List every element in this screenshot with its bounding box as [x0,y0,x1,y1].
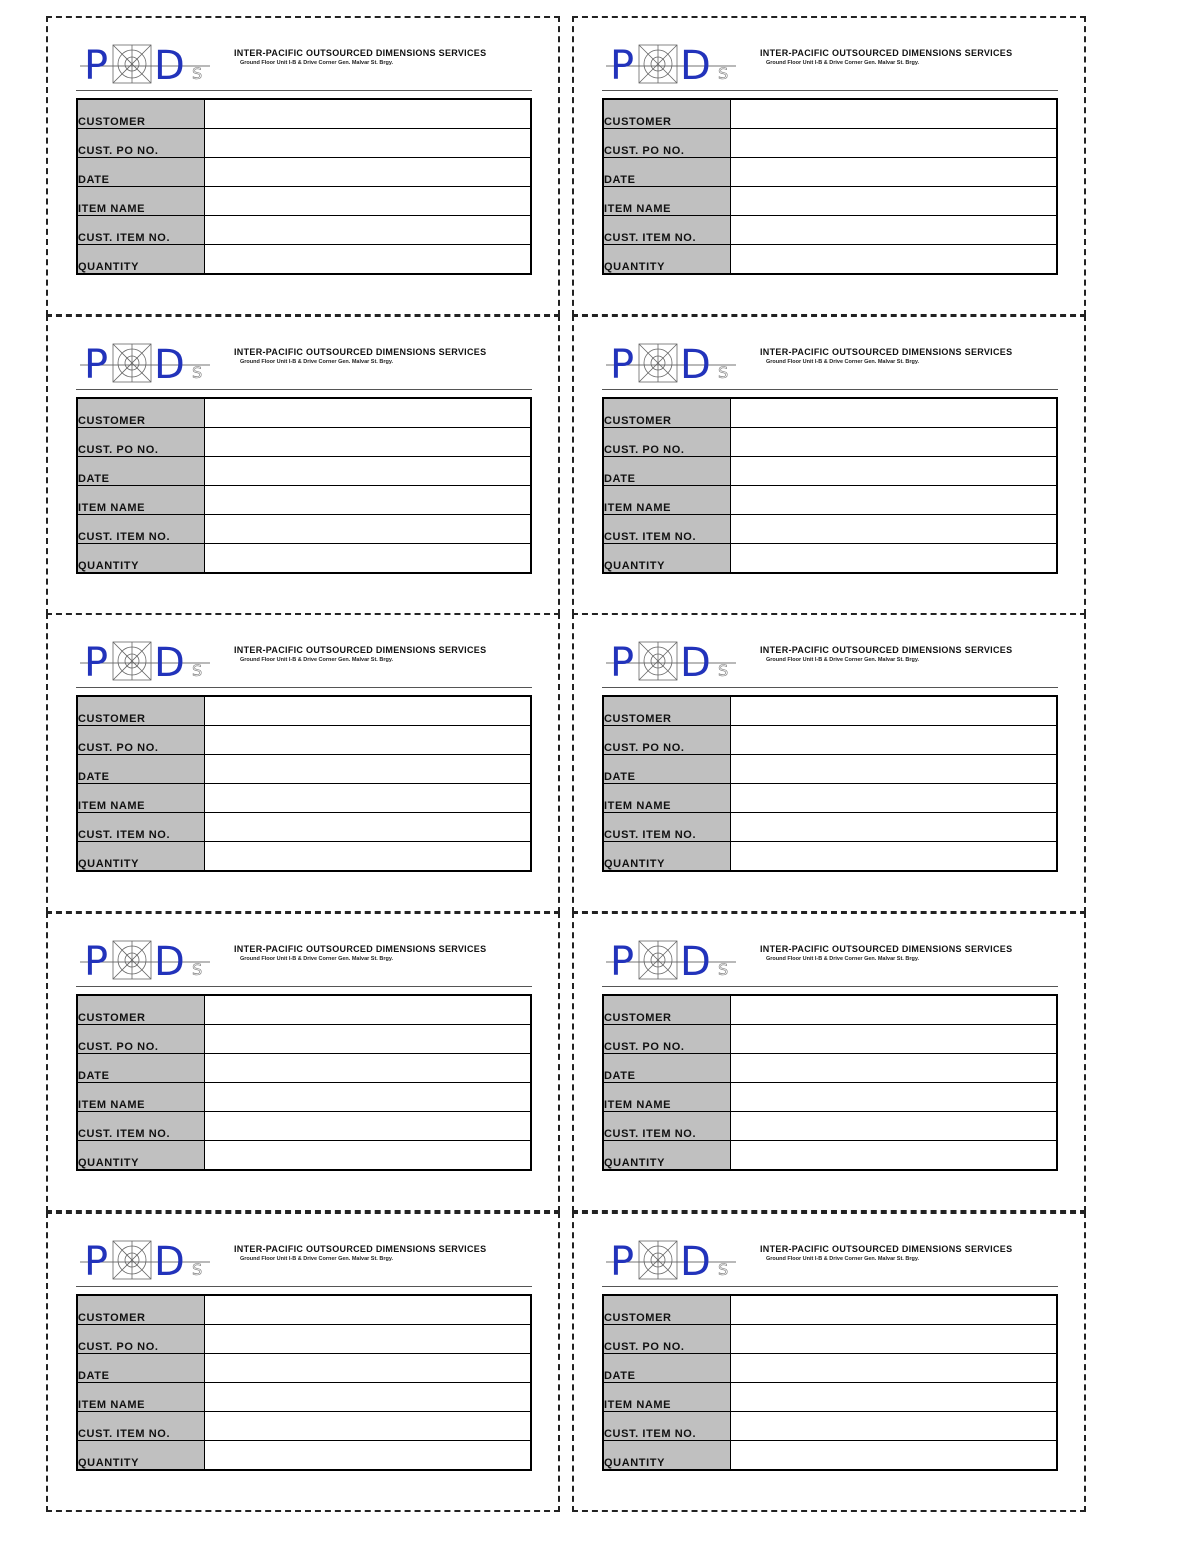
form-row [603,1112,1057,1141]
form-row [77,158,531,187]
shipping-label-card-9 [46,1212,560,1512]
pods-logo-icon [80,937,210,981]
label-form-table [76,695,532,872]
field-value-cell[interactable] [731,1354,1058,1383]
form-row [603,1412,1057,1441]
svg-text:S: S [718,661,729,680]
field-label: QUANTITY [603,245,731,275]
form-row [603,1295,1057,1325]
label-header [602,1234,1058,1287]
pods-logo-icon [606,340,736,384]
svg-text:P: P [610,43,635,85]
company-info [760,347,1060,365]
field-value-cell[interactable] [731,813,1058,842]
field-value-cell[interactable] [205,428,532,457]
field-label: QUANTITY [603,1141,731,1171]
form-row [77,129,531,158]
svg-text:P: P [84,1239,109,1281]
field-label: CUSTOMER [77,696,205,726]
company-info [760,48,1060,66]
company-name: INTER-PACIFIC OUTSOURCED DIMENSIONS SERVICES [760,48,1013,58]
form-row [603,187,1057,216]
form-row [603,1141,1057,1171]
field-label: DATE [603,1054,731,1083]
pods-logo-icon [80,1237,210,1281]
field-value-cell[interactable] [205,457,532,486]
field-label: CUSTOMER [77,1295,205,1325]
field-value-cell[interactable] [205,486,532,515]
label-header [602,635,1058,688]
company-name: INTER-PACIFIC OUTSOURCED DIMENSIONS SERVICES [234,347,487,357]
form-row [77,398,531,428]
form-row [603,544,1057,574]
form-row [77,544,531,574]
form-row [77,428,531,457]
field-value-cell[interactable] [205,1383,532,1412]
svg-text:D: D [154,939,185,981]
field-value-cell[interactable] [731,428,1058,457]
field-label: CUST. ITEM NO. [77,515,205,544]
svg-text:P: P [610,342,635,384]
label-header [76,934,532,987]
field-label: DATE [603,457,731,486]
form-row [77,995,531,1025]
field-value-cell[interactable] [731,696,1058,726]
svg-text:S: S [192,661,203,680]
company-address: Ground Floor Unit I-B & Drive Corner Gen. Malvar St. Brgy. [766,359,919,365]
field-value-cell[interactable] [731,1441,1058,1471]
company-address: Ground Floor Unit I-B & Drive Corner Gen. Malvar St. Brgy. [240,657,393,663]
form-row [77,696,531,726]
company-address: Ground Floor Unit I-B & Drive Corner Gen. Malvar St. Brgy. [766,60,919,66]
company-name: INTER-PACIFIC OUTSOURCED DIMENSIONS SERVICES [760,347,1013,357]
field-label: ITEM NAME [603,486,731,515]
form-row [603,486,1057,515]
form-row [603,1025,1057,1054]
svg-text:S: S [718,64,729,83]
svg-text:S: S [718,363,729,382]
company-info [234,1244,534,1262]
form-row [77,1354,531,1383]
svg-text:D: D [154,640,185,682]
company-info [234,944,534,962]
field-label: CUST. PO NO. [77,129,205,158]
field-label: DATE [77,755,205,784]
svg-text:S: S [718,1260,729,1279]
field-label: DATE [77,457,205,486]
field-value-cell[interactable] [731,245,1058,275]
label-form-table [602,695,1058,872]
field-value-cell[interactable] [731,784,1058,813]
field-value-cell[interactable] [731,457,1058,486]
field-value-cell[interactable] [205,1412,532,1441]
field-label: CUST. ITEM NO. [603,216,731,245]
form-row [77,1141,531,1171]
shipping-label-card-4 [572,315,1086,615]
field-label: CUST. ITEM NO. [603,813,731,842]
company-info [760,1244,1060,1262]
field-label: ITEM NAME [77,486,205,515]
company-name: INTER-PACIFIC OUTSOURCED DIMENSIONS SERVICES [760,944,1013,954]
field-label: ITEM NAME [77,1083,205,1112]
company-address: Ground Floor Unit I-B & Drive Corner Gen. Malvar St. Brgy. [766,657,919,663]
field-label: ITEM NAME [603,1383,731,1412]
field-label: DATE [77,1054,205,1083]
form-row [603,813,1057,842]
field-label: CUSTOMER [603,995,731,1025]
svg-text:S: S [192,1260,203,1279]
field-value-cell[interactable] [731,187,1058,216]
field-value-cell[interactable] [205,99,532,129]
field-label: DATE [603,158,731,187]
svg-text:D: D [680,342,711,384]
form-row [77,187,531,216]
pods-logo-icon [80,638,210,682]
label-form-table [602,994,1058,1171]
field-label: CUSTOMER [603,696,731,726]
form-row [603,515,1057,544]
field-label: CUSTOMER [603,99,731,129]
field-value-cell[interactable] [205,187,532,216]
form-row [77,1025,531,1054]
label-header [602,934,1058,987]
company-info [234,347,534,365]
field-label: DATE [77,158,205,187]
svg-text:P: P [610,939,635,981]
form-row [603,726,1057,755]
form-row [77,1383,531,1412]
field-label: CUST. ITEM NO. [77,813,205,842]
svg-text:S: S [192,64,203,83]
field-value-cell[interactable] [731,129,1058,158]
form-row [77,99,531,129]
form-row [77,1083,531,1112]
field-label: CUST. ITEM NO. [603,515,731,544]
company-name: INTER-PACIFIC OUTSOURCED DIMENSIONS SERVICES [234,1244,487,1254]
shipping-label-card-7 [46,912,560,1212]
field-value-cell[interactable] [205,1141,532,1171]
field-value-cell[interactable] [731,995,1058,1025]
field-label: QUANTITY [77,544,205,574]
form-row [77,784,531,813]
company-name: INTER-PACIFIC OUTSOURCED DIMENSIONS SERVICES [234,645,487,655]
field-label: CUSTOMER [77,99,205,129]
form-row [77,726,531,755]
form-row [77,1054,531,1083]
field-value-cell[interactable] [205,726,532,755]
field-label: ITEM NAME [603,1083,731,1112]
field-label: CUST. PO NO. [77,428,205,457]
field-label: QUANTITY [77,245,205,275]
field-label: CUST. PO NO. [77,1025,205,1054]
form-row [77,813,531,842]
form-row [603,1054,1057,1083]
field-value-cell[interactable] [731,1083,1058,1112]
form-row [603,1383,1057,1412]
field-value-cell[interactable] [205,1025,532,1054]
field-value-cell[interactable] [731,515,1058,544]
field-value-cell[interactable] [205,696,532,726]
pods-logo-icon [606,41,736,85]
field-label: QUANTITY [77,842,205,872]
field-label: CUSTOMER [77,995,205,1025]
form-row [77,1325,531,1354]
field-label: CUSTOMER [77,398,205,428]
company-address: Ground Floor Unit I-B & Drive Corner Gen. Malvar St. Brgy. [240,956,393,962]
field-value-cell[interactable] [205,784,532,813]
field-value-cell[interactable] [731,755,1058,784]
field-value-cell[interactable] [205,1112,532,1141]
field-label: DATE [603,1354,731,1383]
svg-text:S: S [192,960,203,979]
field-label: DATE [77,1354,205,1383]
form-row [77,755,531,784]
field-value-cell[interactable] [205,755,532,784]
form-row [77,457,531,486]
field-value-cell[interactable] [731,1112,1058,1141]
shipping-label-card-5 [46,613,560,913]
form-row [603,457,1057,486]
form-row [603,129,1057,158]
form-row [603,696,1057,726]
form-row [603,1083,1057,1112]
svg-text:D: D [154,342,185,384]
svg-text:P: P [610,640,635,682]
field-value-cell[interactable] [731,842,1058,872]
company-name: INTER-PACIFIC OUTSOURCED DIMENSIONS SERVICES [760,1244,1013,1254]
label-sheet [46,16,1086,1516]
form-row [603,398,1057,428]
company-info [234,645,534,663]
svg-text:D: D [154,43,185,85]
field-label: QUANTITY [77,1441,205,1471]
field-value-cell[interactable] [731,726,1058,755]
form-row [77,1441,531,1471]
form-row [603,995,1057,1025]
field-value-cell[interactable] [731,398,1058,428]
field-value-cell[interactable] [205,129,532,158]
field-value-cell[interactable] [205,158,532,187]
company-name: INTER-PACIFIC OUTSOURCED DIMENSIONS SERVICES [234,48,487,58]
form-row [603,245,1057,275]
company-name: INTER-PACIFIC OUTSOURCED DIMENSIONS SERVICES [760,645,1013,655]
field-value-cell[interactable] [731,216,1058,245]
svg-text:D: D [680,43,711,85]
field-label: CUST. PO NO. [603,1025,731,1054]
form-row [77,1112,531,1141]
field-value-cell[interactable] [731,486,1058,515]
field-value-cell[interactable] [731,1325,1058,1354]
field-label: CUSTOMER [603,1295,731,1325]
form-row [77,245,531,275]
label-form-table [76,397,532,574]
svg-text:D: D [154,1239,185,1281]
form-row [77,515,531,544]
pods-logo-icon [80,340,210,384]
field-value-cell[interactable] [205,216,532,245]
form-row [603,784,1057,813]
field-label: CUST. ITEM NO. [77,216,205,245]
form-row [77,842,531,872]
field-label: ITEM NAME [77,784,205,813]
label-form-table [76,1294,532,1471]
field-value-cell[interactable] [205,1354,532,1383]
company-address: Ground Floor Unit I-B & Drive Corner Gen. Malvar St. Brgy. [766,956,919,962]
form-row [603,755,1057,784]
company-name: INTER-PACIFIC OUTSOURCED DIMENSIONS SERVICES [234,944,487,954]
field-value-cell[interactable] [205,515,532,544]
company-address: Ground Floor Unit I-B & Drive Corner Gen. Malvar St. Brgy. [240,1256,393,1262]
pods-logo-icon [80,41,210,85]
field-value-cell[interactable] [731,158,1058,187]
svg-text:D: D [680,1239,711,1281]
field-label: CUST. PO NO. [603,1325,731,1354]
field-value-cell[interactable] [205,1054,532,1083]
form-row [603,1441,1057,1471]
form-row [603,842,1057,872]
field-label: ITEM NAME [77,187,205,216]
field-label: CUST. PO NO. [77,1325,205,1354]
company-info [760,645,1060,663]
shipping-label-card-6 [572,613,1086,913]
field-value-cell[interactable] [205,813,532,842]
pods-logo-icon [606,937,736,981]
field-value-cell[interactable] [205,1295,532,1325]
company-address: Ground Floor Unit I-B & Drive Corner Gen. Malvar St. Brgy. [240,60,393,66]
svg-text:P: P [84,43,109,85]
field-label: CUST. PO NO. [603,428,731,457]
field-label: ITEM NAME [603,187,731,216]
svg-text:S: S [192,363,203,382]
field-label: CUST. ITEM NO. [603,1412,731,1441]
field-label: CUSTOMER [603,398,731,428]
field-label: CUST. ITEM NO. [603,1112,731,1141]
field-value-cell[interactable] [731,1054,1058,1083]
field-value-cell[interactable] [731,1295,1058,1325]
form-row [603,1325,1057,1354]
field-value-cell[interactable] [205,995,532,1025]
field-value-cell[interactable] [731,1412,1058,1441]
field-label: CUST. PO NO. [603,726,731,755]
pods-logo-icon [606,638,736,682]
field-value-cell[interactable] [731,1141,1058,1171]
company-address: Ground Floor Unit I-B & Drive Corner Gen. Malvar St. Brgy. [240,359,393,365]
shipping-label-card-8 [572,912,1086,1212]
field-value-cell[interactable] [205,245,532,275]
field-label: QUANTITY [603,842,731,872]
field-value-cell[interactable] [731,544,1058,574]
field-value-cell[interactable] [731,99,1058,129]
shipping-label-card-1 [46,16,560,316]
form-row [603,216,1057,245]
shipping-label-card-3 [46,315,560,615]
field-label: QUANTITY [603,544,731,574]
svg-text:P: P [84,342,109,384]
field-label: CUST. ITEM NO. [77,1112,205,1141]
label-form-table [602,98,1058,275]
label-header [76,38,532,91]
field-label: CUST. PO NO. [603,129,731,158]
field-value-cell[interactable] [205,842,532,872]
label-header [76,635,532,688]
form-row [603,428,1057,457]
label-header [76,337,532,390]
field-label: CUST. PO NO. [77,726,205,755]
svg-text:S: S [718,960,729,979]
field-value-cell[interactable] [205,1325,532,1354]
label-header [76,1234,532,1287]
form-row [603,1354,1057,1383]
company-info [760,944,1060,962]
form-row [603,99,1057,129]
svg-text:D: D [680,640,711,682]
label-form-table [76,994,532,1171]
field-value-cell[interactable] [731,1383,1058,1412]
label-header [602,337,1058,390]
company-info [234,48,534,66]
form-row [77,1295,531,1325]
field-label: CUST. ITEM NO. [77,1412,205,1441]
label-form-table [76,98,532,275]
label-form-table [602,1294,1058,1471]
label-form-table [602,397,1058,574]
field-label: QUANTITY [603,1441,731,1471]
field-label: DATE [603,755,731,784]
field-value-cell[interactable] [205,544,532,574]
svg-text:P: P [84,640,109,682]
form-row [603,158,1057,187]
pods-logo-icon [606,1237,736,1281]
field-label: QUANTITY [77,1141,205,1171]
field-label: ITEM NAME [77,1383,205,1412]
svg-text:D: D [680,939,711,981]
form-row [77,1412,531,1441]
label-header [602,38,1058,91]
company-address: Ground Floor Unit I-B & Drive Corner Gen. Malvar St. Brgy. [766,1256,919,1262]
field-label: ITEM NAME [603,784,731,813]
form-row [77,216,531,245]
shipping-label-card-10 [572,1212,1086,1512]
form-row [77,486,531,515]
field-value-cell[interactable] [731,1025,1058,1054]
field-value-cell[interactable] [205,398,532,428]
svg-text:P: P [84,939,109,981]
field-value-cell[interactable] [205,1083,532,1112]
shipping-label-card-2 [572,16,1086,316]
svg-text:P: P [610,1239,635,1281]
field-value-cell[interactable] [205,1441,532,1471]
